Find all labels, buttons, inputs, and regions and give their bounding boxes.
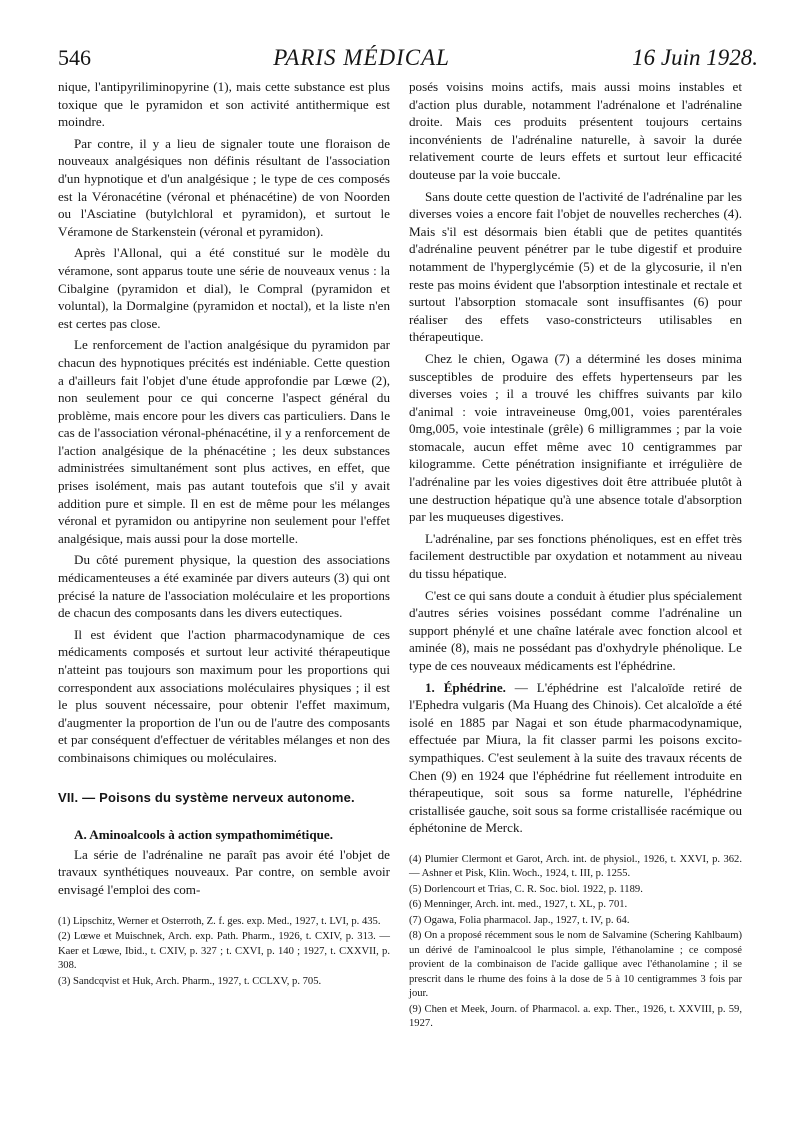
paragraph: Il est évident que l'action pharmacodynamique de ces médicaments composés et surtout leur activité thérapeutique n'atteint pas toujours son maximum pour les proportions qui correspondent aux associations moléculaires physiques ; il est le plus souvent nécessaire, pour obtenir l'effet maximum, d'augmenter la proportion de l'un ou de l'autre des composants et par conséquent d'effectuer de véritables mélanges et non des combinaisons chimiques ou moléculaires. [58,626,390,765]
footnote: (3) Sandcqvist et Huk, Arch. Pharm., 1927, t. CCLXV, p. 705. [58,975,322,987]
footnotes [409,853,742,1032]
page-number: 546 [58,45,91,70]
ephedrine-paragraph [409,679,742,837]
right-column [409,78,742,1033]
footnote: (7) Ogawa, Folia pharmacol. Jap., 1927, t. IV, p. 64. [409,914,630,926]
issue-date: 16 Juin 1928. [632,45,758,70]
footnotes [58,915,390,990]
paragraph: C'est ce qui sans doute a conduit à étudier plus spécialement d'autres séries voisines possédant comme l'adrénaline un support phénylé et une chaîne latérale avec fonction alcool et aminée (8), mais ne possédant pas d'oxhydryle phénolique. Le type de ces nouveaux médicaments est l'éphédrine. [409,587,742,673]
paragraph: Après l'Allonal, qui a été constitué sur le modèle du véramone, sont apparus toute une série de nouveaux venus : la Cibalgine (pyramidon et dial), le Compral (pyramidon et voluntal), la Dormalgine (pyramidon et noctal), et la liste n'en est certes pas close. [58,245,390,331]
footnote: (1) Lipschitz, Werner et Osterroth, Z. f. ges. exp. Med., 1927, t. LVI, p. 435. [58,915,381,927]
journal-title: PARIS MÉDICAL [273,45,450,70]
footnote: (8) On a proposé récemment sous le nom de Salvamine (Schering Kahlbaum) un dérivé de l'aminoalcool le plus simple, l'éthanolamine ; ce composé provient de la combinaison de l'acide gallique avec l'éthanolamine ; il se prescrit dans le rhume des foins à la dose de 5 à 10 centigrammes 3 fois par jour. [409,930,742,1000]
footnote: (2) Lœwe et Muischnek, Arch. exp. Path. Pharm., 1926, t. CXIV, p. 313. — Kaer et Lœwe, Ibid., t. CXIV, p. 327 ; t. CXVI, p. 140 ; 1927, t. CXXVII, p. 308. [58,931,390,972]
paragraph: Le renforcement de l'action analgésique du pyramidon par chacun des hypnotiques précités est indéniable. Cette question a d'ailleurs fait l'objet d'une étude approfondie par Lœwe (2), non seulement pour ce qui concerne l'aspect général du problème, mais encore pour les divers cas particuliers. Dans le cas de l'association véronal-phénacétine, il y a renforcement de l'action analgésique de la phénacétine ; les deux substances administrées simultanément sont plus actives, en effet, que prises isolément, mais pas autant toutefois que s'il y avait addition pure et simple. Il en est de même pour les mélanges véronal et pyramidon ou antipyrine non seulement pour l'effet analgésique, mais aussi pour la dose mortelle. [58,337,390,546]
ephedrine-text: — L'éphédrine est l'alcaloïde retiré de l'Ephedra vulgaris (Ma Huang des Chinois). Cet alcaloïde a été isolé en 1885 par Nagai et son étude pharmacodynamique, effectuée par Miura, la fit classer parmi les poisons excito-sympathiques. C'est seulement à la suite des travaux récents de Chen (9) en 1924 que l'éphédrine fut réellement introduite en thérapeutique, soit sous sa forme naturelle, l'éphédrine cristallisée gauche, soit sous sa forme cristallisée racémique ou éphétonine de Merck. [409,679,742,836]
footnote: (5) Dorlencourt et Trias, C. R. Soc. biol. 1922, p. 1189. [409,883,643,895]
paragraph: posés voisins moins actifs, mais aussi moins instables et d'action plus durable, notamment l'adrénalone et l'adrénaline droite. Mais ces produits présentent toujours certains inconvénients de l'adrénaline naturelle, à savoir la durée relativement courte de leurs effets et surtout leur efficacité douteuse par la voie buccale. [409,79,742,182]
paragraph: Chez le chien, Ogawa (7) a déterminé les doses minima susceptibles de produire des effets hypertenseurs par les diverses voies ; il a trouvé les chiffres suivants par kilo d'animal : voie intraveineuse 0mg,001, voies parentérales 0mg,005, voie intestinale (grêle) 6 milligrammes ; par la voie stomacale, aucun effet même avec 10 centigrammes par kilogramme. Cette pénétration insignifiante et irrégulière de l'adrénaline par les voies digestives doit être attribuée plutôt à une destruction hépatique qu'à une absence totale d'absorption par les muqueuses digestives. [409,350,742,525]
paragraph: nique, l'antipyriliminopyrine (1), mais cette substance est plus toxique que le pyramidon et son activité antithermique est moindre. [58,79,390,130]
footnote: (6) Menninger, Arch. int. med., 1927, t. XL, p. 701. [409,899,628,911]
subsection-heading: A. Aminoalcools à action sympathomimétique. [74,827,333,843]
paragraph: L'adrénaline, par ses fonctions phénoliques, est en effet très facilement destructible par oxydation et notamment au niveau du tissu hépatique. [409,530,742,582]
paragraph: Sans doute cette question de l'activité de l'adrénaline par les diverses voies a encore fait l'objet de nouvelles recherches (4). Mais s'il est désormais bien établi que de petites quantités d'adrénaline peuvent pénétrer par le tube digestif et produire notamment de l'hyperglycémie (5) et de la glycosurie, il n'en reste pas moins évident que l'absorption intestinale et rectale et surtout l'absorption stomacale sont insuffisantes (6) pour réaliser des effets vaso-constricteurs utilisables en thérapeutique. [409,188,742,345]
footnote: (4) Plumier Clermont et Garot, Arch. int. de physiol., 1926, t. XXVI, p. 362. — Ashner et Pisk, Klin. Woch., 1924, t. III, p. 1255. [409,853,742,880]
paragraph: Du côté purement physique, la question des associations médicamenteuses a été examinée par divers auteurs (3) qui ont précisé la nature de l'association moléculaire et les proportions de chacun des composants dans les divers eutectiques. [58,552,390,621]
ephedrine-lead: 1. Éphédrine. [425,679,506,695]
page-header [58,38,758,78]
paragraph: Par contre, il y a lieu de signaler toute une floraison de nouveaux analgésiques non définis résultant de l'association d'un hypnotique et d'un analgésique ; le type de ces composés est la Véronacétine (véronal et phénacétine) de von Noorden ou l'Asciatine (butylchloral et pyramidon), et surtout le Véramone de Starkenstein (véronal et pyramidon). [58,135,390,239]
footnote: (9) Chen et Meek, Journ. of Pharmacol. a. exp. Ther., 1926, t. XXVIII, p. 59, 1927. [409,1003,742,1030]
paragraph: La série de l'adrénaline ne paraît pas avoir été l'objet de travaux synthétiques nouveaux. Par contre, on semble avoir envisagé l'emploi des com- [58,846,390,897]
left-column [58,78,390,990]
section-heading: VII. — Poisons du système nerveux autonome. [58,789,355,805]
